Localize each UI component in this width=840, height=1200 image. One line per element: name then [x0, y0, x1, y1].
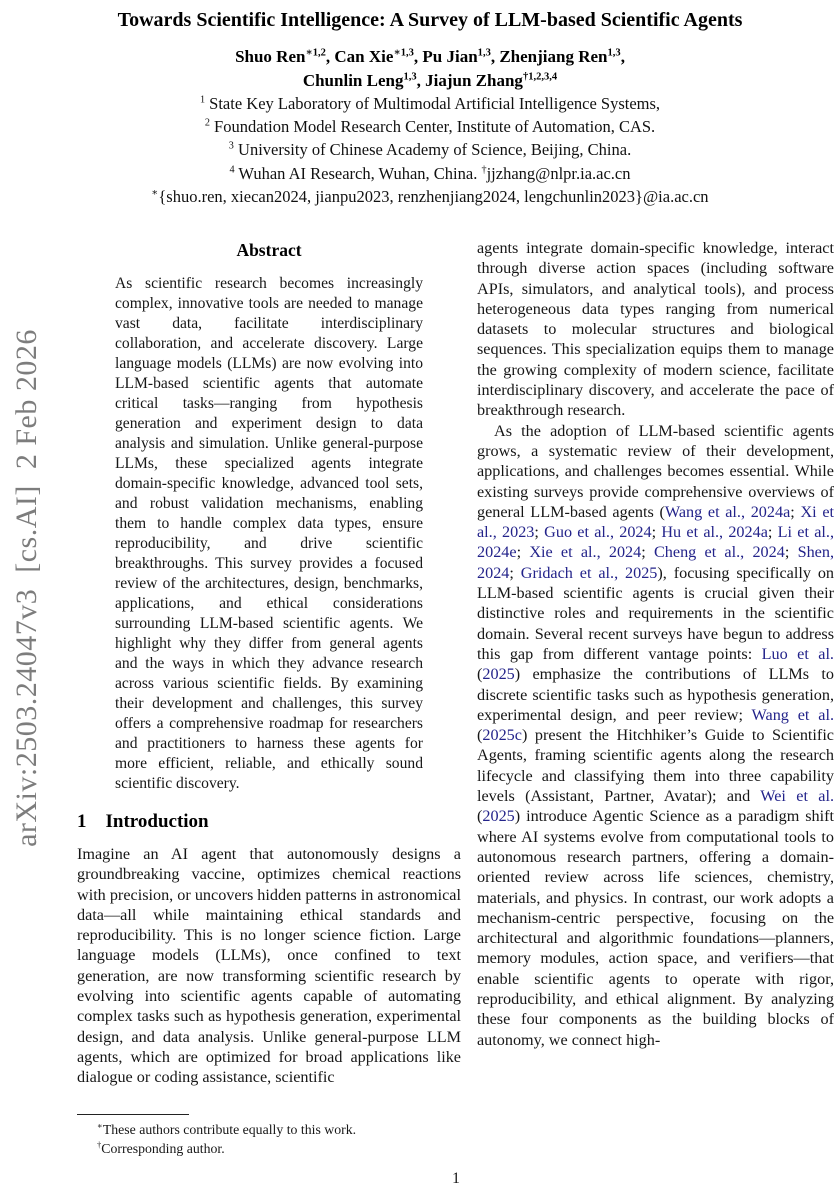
superscript-marker: † [481, 164, 487, 176]
abstract-heading: Abstract [236, 240, 302, 260]
affiliation-3: $^3$ University of Chinese Academy of Science, Beijing, China. [228, 140, 632, 160]
citation-link[interactable]: Xi et al., 2023 [477, 502, 834, 542]
citation-link[interactable]: Guo et al., 2024 [544, 523, 652, 542]
citation-link[interactable]: Wang et al. [751, 705, 834, 724]
superscript-marker: ∗1,3 [393, 47, 414, 59]
footnote-rule [77, 1114, 189, 1115]
superscript-marker: 4 [229, 164, 235, 176]
footnote-corresponding-author: †Corresponding author. [97, 1139, 225, 1156]
citation-link[interactable]: Li et al., 2024e [477, 523, 834, 562]
footnote-equal-contribution: ∗These authors contribute equally to this work. [97, 1120, 357, 1137]
right-col-paragraph-2: As the adoption of LLM-based scientific agents grows, a systematic review of their development, applications, and challenges becomes essential. While existing surveys provide comprehensive overviews of general LLM-based agents (Wang et al., 2024a; Xi et al., 2023; Guo et al., 2024; Hu et al., 2024a; Li et al., 2024e; Xie et al., 2024; Cheng et al., 2024; Shen, 2024; Gridach et al., 2025), focusing specifically on LLM-based scientific agents is crucial given their distinctive roles and requirements in the scientific domain. Several recent surveys have begun to address this gap from different vantage points: Luo et al. (2025) emphasize the contributions of LLMs to discrete scientific tasks such as hypothesis generation, experimental design, and peer review; Wang et al. (2025c) present the Hitchhiker’s Guide to Scientific Agents, framing scientific agents along the research lifecycle and classifying them into three capability levels (Assistant, Partner, Avatar); and Wei et al. (2025) introduce Agentic Science as a paradigm shift where AI systems evolve from computational tools to autonomous research partners, offering a domain-oriented review across life sciences, chemistry, materials, and physics. In contrast, our work adopts a mechanism-centric perspective, focusing on the architectural and algorithmic foundations—planners, memory modules, action space, and verifiers—that enable scientific agents to operate with rigor, reproducibility, and ethical alignment. By analyzing these four components as the building blocks of autonomy, we connect high- [477, 421, 834, 1049]
author-emails: ∗{shuo.ren, xiecan2024, jianpu2023, renzhenjiang2024, lengchunlin2023}@ia.ac.cn [151, 186, 709, 206]
citation-link[interactable]: 2025 [482, 807, 515, 826]
affiliation-2: $^2$ Foundation Model Research Center, Institute of Automation, CAS. [204, 117, 656, 137]
intro-paragraph: Imagine an AI agent that autonomously designs a groundbreaking vaccine, optimizes chemical reactions with precision, or uncovers hidden patterns in astronomical data—all while maintaining ethical standards and reproducibility. This is no longer science fiction. Large language models (LLMs), once confined to text generation, are now transforming scientific research by evolving into scientific agents capable of automating complex tasks such as hypothesis generation, experimental design, and data analysis. Unlike general-purpose LLM agents, which are optimized for broad applications like dialogue or coding assistance, scientific [77, 845, 461, 1087]
left-column [77, 238, 461, 1106]
abstract-text: As scientific research becomes increasingly complex, innovative tools are needed to manage vast data, facilitate interdisciplinary collaboration, and accelerate discovery. Large language models (LLMs) are now evolving into LLM-based scientific agents that automate critical tasks—ranging from hypothesis generation and experiment design to data analysis and simulation. Unlike general-purpose LLMs, these specialized agents integrate domain-specific knowledge, advanced tool sets, and robust validation mechanisms, enabling them to handle complex data types, ensure reproducibility, and drive scientific breakthroughs. This survey provides a focused review of the architectures, design, benchmarks, applications, and ethical considerations surrounding LLM-based scientific agents. We highlight why they differ from general agents and the ways in which they advance research across various scientific fields. By examining their development and challenges, this survey offers a comprehensive roadmap for researchers and practitioners to harness these agents for more efficient, reliable, and ethically sound scientific discovery. [115, 275, 423, 792]
page-number: 1 [452, 1170, 460, 1187]
section-heading-introduction [77, 811, 461, 833]
citation-link[interactable]: Cheng et al., 2024 [654, 543, 785, 562]
arxiv-stamp: arXiv:2503.24047v3 [cs.AI] 2 Feb 2026 [10, 329, 43, 847]
citation-link[interactable]: 2025 [482, 665, 515, 684]
right-col-paragraph-1: agents integrate domain-specific knowledge, interact through diverse action spaces (including software APIs, simulators, and analytical tools), and process heterogeneous data types ranging from numerical datasets to molecular structures and biological sequences. This specialization equips them to manage the growing complexity of modern science, facilitate interdisciplinary discovery, and accelerate the pace of breakthrough research. [477, 239, 834, 420]
superscript-marker: 1,3 [477, 47, 491, 59]
superscript-marker: 1 [199, 94, 206, 106]
superscript-marker: 3 [228, 140, 234, 152]
citation-link[interactable]: Wang et al., 2024a [664, 502, 791, 521]
superscript-marker: ∗1,2 [305, 47, 326, 59]
superscript-marker: 2 [204, 117, 210, 129]
superscript-marker: † [97, 1139, 102, 1150]
affiliation-4-with-email: $^4$ Wuhan AI Research, Wuhan, China. †jjzhang@nlpr.ia.ac.cn [229, 163, 631, 183]
superscript-marker: ∗ [97, 1120, 103, 1131]
citation-link[interactable]: Xie et al., 2024 [529, 543, 642, 562]
citation-link[interactable]: Luo et al. [761, 644, 834, 663]
citation-link[interactable]: Wei et al. [760, 787, 834, 806]
superscript-marker: †1,2,3,4 [522, 70, 558, 82]
citation-link[interactable]: 2025c [482, 726, 522, 745]
section-title: Introduction [105, 811, 209, 832]
citation-link[interactable]: Gridach et al., 2025 [520, 563, 658, 582]
superscript-marker: 1,3 [607, 47, 621, 59]
paper-header [30, 7, 830, 208]
author-line-2: Chunlin Leng$^{1,3}$, Jiajun Zhang$^{\dagger 1,2,3,4}$ [302, 70, 558, 90]
affiliation-1: $^1$ State Key Laboratory of Multimodal Artificial Intelligence Systems, [199, 94, 661, 113]
paper-title: Towards Scientific Intelligence: A Survey of LLM-based Scientific Agents [117, 9, 743, 31]
author-line-1: Shuo Ren$^{∗1,2}$, Can Xie$^{∗1,3}$, Pu Jian$^{1,3}$, Zhenjiang Ren$^{1,3}$, [235, 47, 625, 66]
citation-link[interactable]: Hu et al., 2024a [661, 523, 768, 542]
superscript-marker: ∗ [151, 187, 159, 199]
right-column [477, 238, 834, 1163]
footnote-block [77, 1114, 461, 1158]
superscript-marker: 1,3 [403, 70, 417, 82]
citation-link[interactable]: Shen, 2024 [477, 543, 834, 582]
section-number: 1 [77, 811, 87, 832]
